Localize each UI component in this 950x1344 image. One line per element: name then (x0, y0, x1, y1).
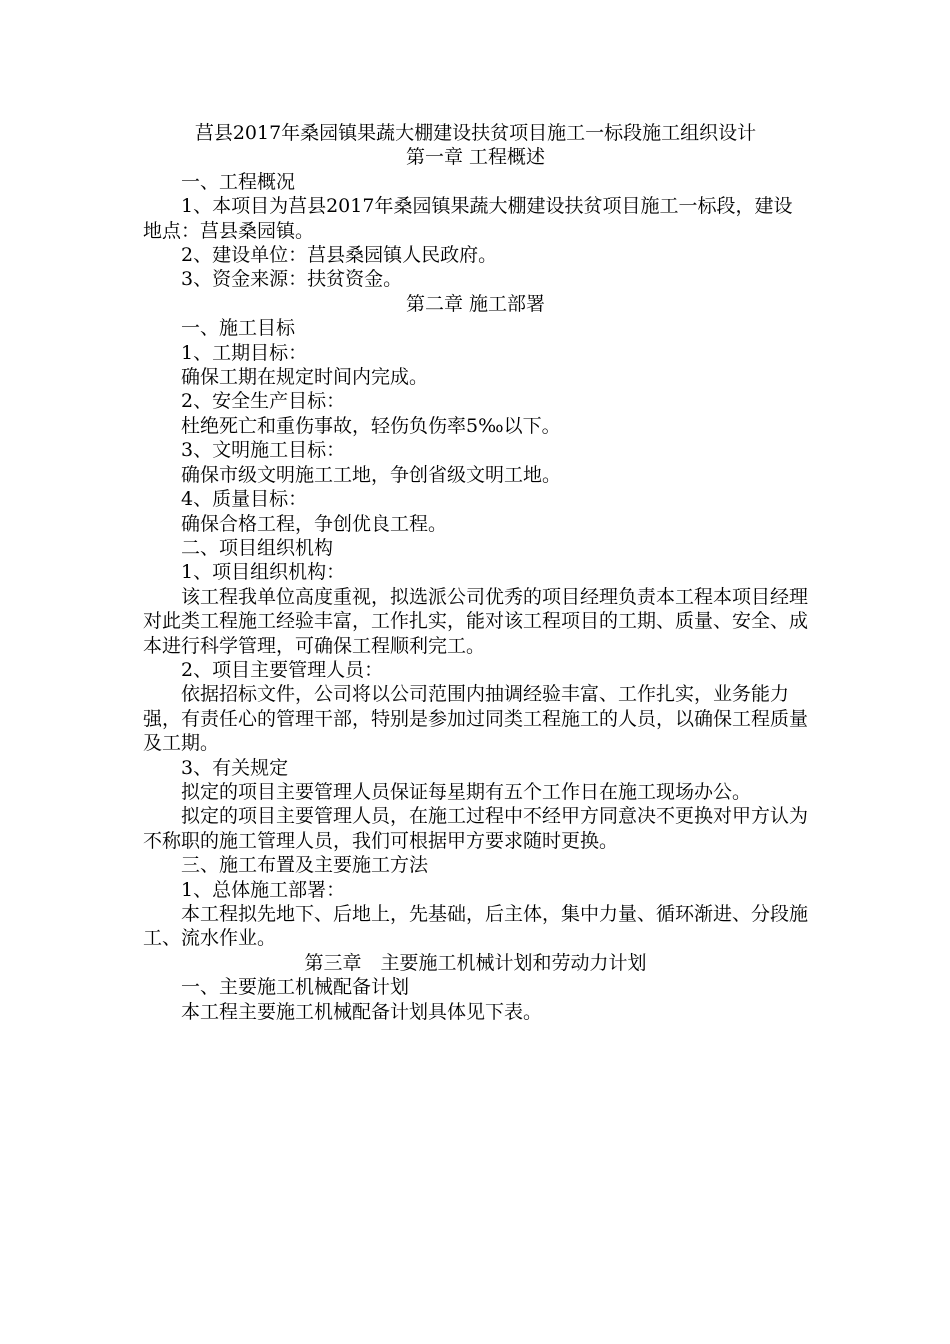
paragraph: 确保工期在规定时间内完成。 (181, 366, 429, 389)
document-title: 莒县2017年桑园镇果蔬大棚建设扶贫项目施工一标段施工组织设计 (194, 122, 757, 144)
paragraph: 确保市级文明施工工地，争创省级文明工地。 (181, 463, 562, 486)
chapter-3-heading: 第三章 主要施工机械计划和劳动力计划 (304, 951, 647, 974)
chapter-2-heading: 第二章 施工部署 (405, 292, 546, 315)
section-heading: 一、施工目标 (181, 317, 296, 340)
subheading: 2、项目主要管理人员： (181, 658, 384, 681)
subheading: 4、质量目标： (181, 488, 308, 511)
paragraph: 拟定的项目主要管理人员，在施工过程中不经甲方同意决不更换对甲方认为不称职的施工管理人员，我们可根据甲方要求随时更换。 (143, 805, 809, 852)
section-heading: 二、项目组织机构 (181, 536, 334, 559)
subheading: 1、项目组织机构： (181, 561, 346, 584)
paragraph: 本工程主要施工机械配备计划具体见下表。 (181, 1000, 543, 1023)
paragraph: 依据招标文件，公司将以公司范围内抽调经验丰富、工作扎实，业务能力强，有责任心的管理干部，特别是参加过同类工程施工的人员，以确保工程质量及工期。 (143, 683, 809, 755)
subheading: 3、文明施工目标： (181, 439, 346, 462)
section-heading: 三、施工布置及主要施工方法 (181, 854, 429, 877)
subheading: 1、总体施工部署： (181, 878, 346, 901)
paragraph: 确保合格工程，争创优良工程。 (181, 512, 448, 535)
paragraph: 1、本项目为莒县2017年桑园镇果蔬大棚建设扶贫项目施工一标段，建设地点：莒县桑园镇。 (143, 195, 793, 242)
subheading: 1、工期目标： (181, 341, 308, 364)
paragraph: 该工程我单位高度重视，拟选派公司优秀的项目经理负责本工程本项目经理对此类工程施工经验丰富，工作扎实，能对该工程项目的工期、质量、安全、成本进行科学管理，可确保工程顺利完工。 (143, 585, 809, 657)
chapter-1-heading: 第一章 工程概述 (405, 146, 546, 169)
paragraph: 拟定的项目主要管理人员保证每星期有五个工作日在施工现场办公。 (181, 780, 752, 803)
paragraph: 杜绝死亡和重伤事故，轻伤负伤率5‰以下。 (181, 414, 561, 437)
section-heading: 一、主要施工机械配备计划 (181, 976, 410, 999)
paragraph: 本工程拟先地下、后地上，先基础，后主体，集中力量、循环渐进、分段施工、流水作业。 (143, 903, 809, 950)
paragraph: 3、资金来源：扶贫资金。 (181, 268, 403, 291)
document-page (143, 121, 808, 1024)
paragraph: 2、建设单位：莒县桑园镇人民政府。 (181, 244, 498, 267)
section-heading: 一、工程概况 (181, 170, 296, 193)
subheading: 3、有关规定 (181, 756, 289, 779)
subheading: 2、安全生产目标： (181, 390, 346, 413)
